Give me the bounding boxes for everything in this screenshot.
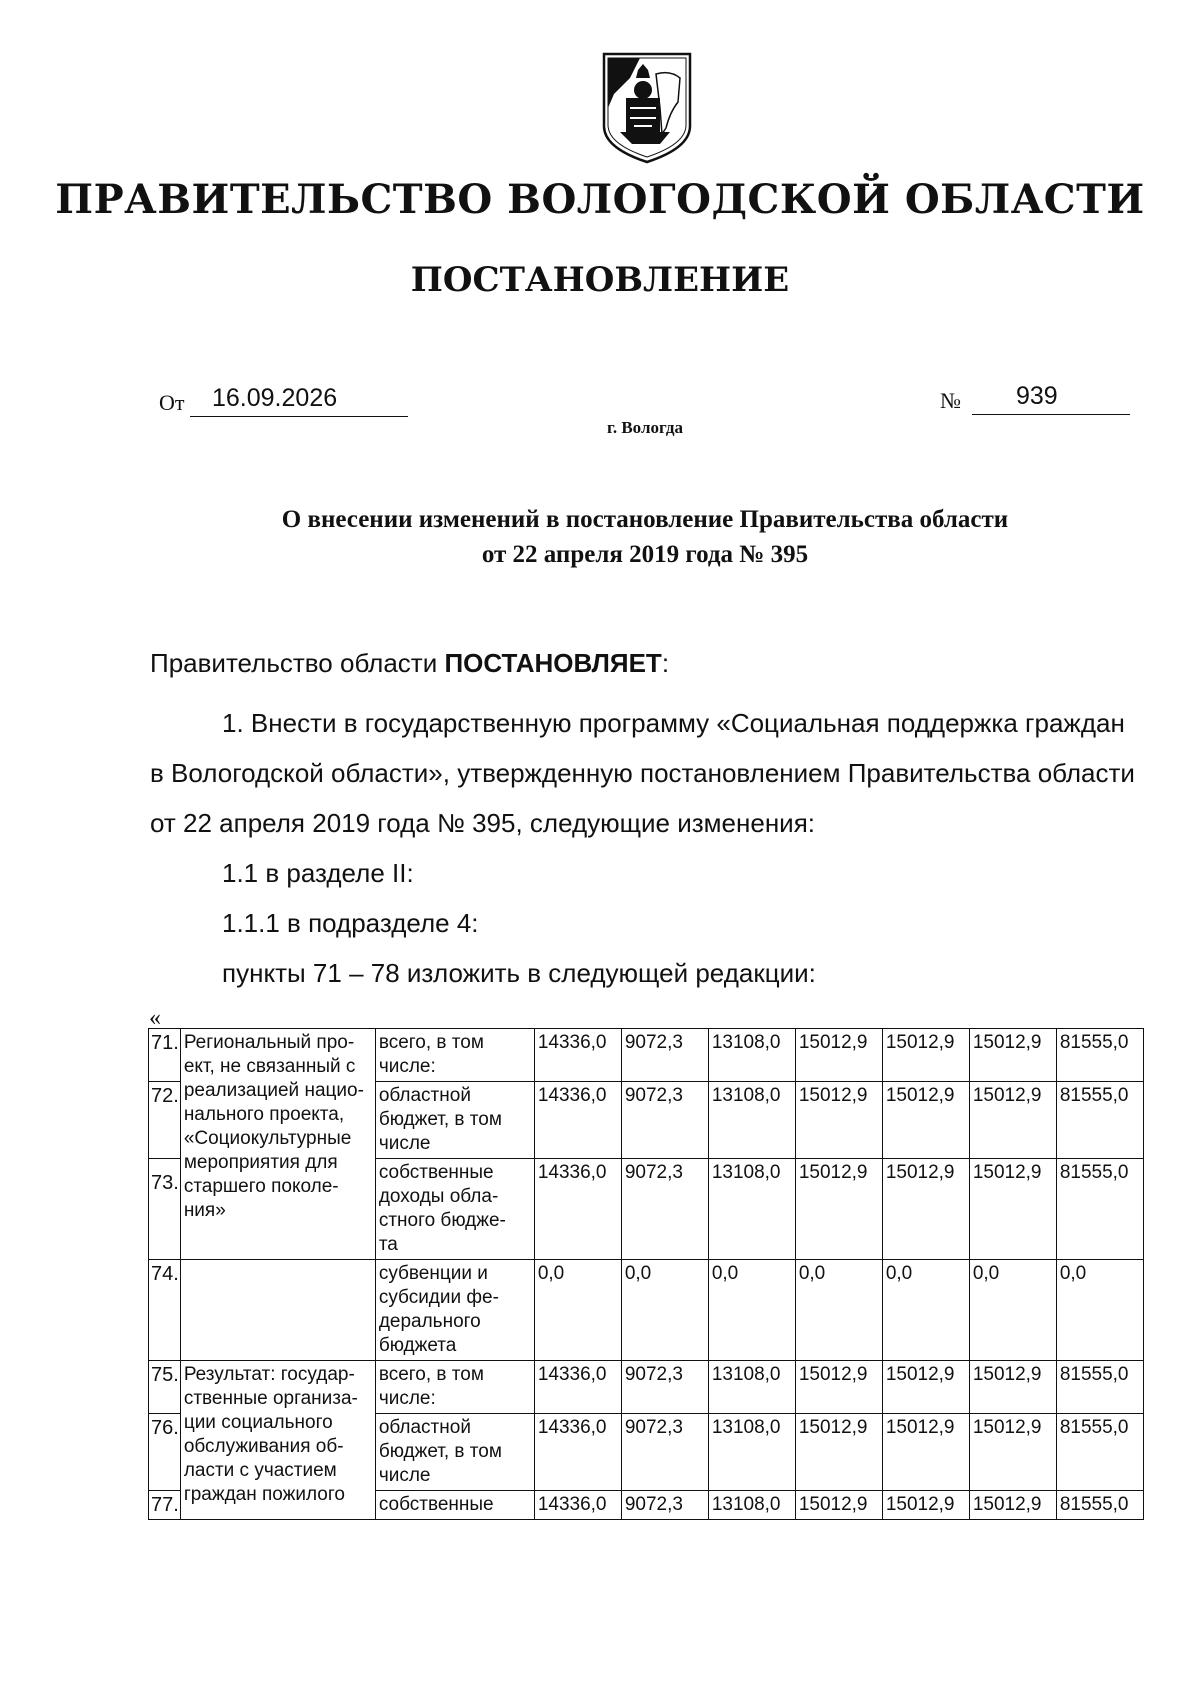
type-line: бюджет, в том (378, 1109, 502, 1130)
type-line: областной (378, 1085, 471, 1106)
paragraph-4: пункты 71 – 78 изложить в следующей редакции: (222, 958, 816, 988)
value-cell: 15012,9 (882, 1159, 969, 1260)
activity-name (180, 1361, 375, 1520)
type-line: собственные (378, 1162, 494, 1183)
type-line: та (378, 1234, 398, 1255)
name-line: старшего поколе- (183, 1176, 339, 1197)
value-cell: 81555,0 (1056, 1082, 1143, 1159)
value-cell: 14336,0 (534, 1361, 621, 1414)
value-cell: 13108,0 (708, 1414, 795, 1491)
value-cell: 81555,0 (1056, 1491, 1143, 1520)
subject-line-2: от 22 апреля 2019 года № 395 (481, 541, 809, 568)
value-cell: 13108,0 (708, 1082, 795, 1159)
value-cell: 9072,3 (621, 1361, 708, 1414)
type-line: всего, в том (378, 1364, 484, 1385)
value-cell: 0,0 (534, 1260, 621, 1361)
name-line: «Социокультурные (183, 1128, 352, 1149)
name-line: ект, не связанный с (183, 1056, 356, 1077)
intro-paragraph (150, 648, 669, 679)
name-line: ции социального (183, 1412, 333, 1433)
value-cell: 14336,0 (534, 1082, 621, 1159)
value-cell: 15012,9 (882, 1029, 969, 1082)
name-line: ния» (183, 1200, 226, 1221)
value-cell: 13108,0 (708, 1159, 795, 1260)
type-line: областной (378, 1417, 471, 1438)
subject-line-1: О внесении изменений в постановление Правительства области (281, 506, 1009, 533)
funding-type (375, 1260, 534, 1361)
value-cell: 15012,9 (969, 1029, 1056, 1082)
value-cell: 15012,9 (882, 1361, 969, 1414)
value-cell: 81555,0 (1056, 1159, 1143, 1260)
value-cell: 15012,9 (795, 1029, 882, 1082)
paragraph-1-line-3: от 22 апреля 2019 года № 395, следующие изменения: (150, 808, 816, 838)
type-line: числе (378, 1465, 431, 1486)
funding-type (375, 1082, 534, 1159)
row-number: 72. (149, 1082, 181, 1159)
value-cell: 9072,3 (621, 1414, 708, 1491)
value-cell: 15012,9 (969, 1491, 1056, 1520)
paragraph-1-line-2: в Вологодской области», утвержденную постановлением Правительства области (150, 758, 1135, 788)
name-line: граждан пожилого (183, 1484, 345, 1505)
type-line: бюджет, в том (378, 1441, 502, 1462)
name-line: мероприятия для (183, 1152, 338, 1173)
value-cell: 15012,9 (882, 1491, 969, 1520)
type-line: стного бюдже- (378, 1210, 506, 1231)
row-number: 71. (149, 1029, 181, 1082)
name-line: обслуживания об- (183, 1436, 344, 1457)
row-number: 73. (149, 1159, 181, 1260)
value-cell: 9072,3 (621, 1491, 708, 1520)
value-cell: 15012,9 (795, 1491, 882, 1520)
document-subject (0, 502, 1200, 572)
activity-name (180, 1029, 375, 1260)
value-cell: 15012,9 (795, 1159, 882, 1260)
funding-type (375, 1159, 534, 1260)
value-cell: 15012,9 (969, 1414, 1056, 1491)
value-cell: 15012,9 (795, 1361, 882, 1414)
funding-type (375, 1029, 534, 1082)
number-prefix: № (940, 388, 961, 413)
value-cell: 81555,0 (1056, 1414, 1143, 1491)
value-cell: 14336,0 (534, 1414, 621, 1491)
program-table (148, 1028, 1144, 1520)
value-cell: 9072,3 (621, 1082, 708, 1159)
type-line: дерального (378, 1311, 481, 1332)
table-row (149, 1029, 1144, 1082)
document-type: ПОСТАНОВЛЕНИЕ (410, 260, 790, 300)
type-line: числе: (378, 1388, 436, 1409)
value-cell: 0,0 (882, 1260, 969, 1361)
activity-name-continued (180, 1260, 375, 1361)
value-cell: 13108,0 (708, 1491, 795, 1520)
name-line: реализацией нацио- (183, 1080, 364, 1101)
value-cell: 0,0 (969, 1260, 1056, 1361)
value-cell: 15012,9 (969, 1082, 1056, 1159)
paragraph-3: 1.1.1 в подразделе 4: (222, 908, 479, 938)
row-number: 76. (149, 1414, 181, 1491)
paragraph-2: 1.1 в разделе II: (222, 858, 414, 888)
name-line: ласти с участием (183, 1460, 337, 1481)
name-line: нального проекта, (183, 1104, 345, 1125)
value-cell: 0,0 (795, 1260, 882, 1361)
type-line: субвенции и (378, 1263, 488, 1284)
paragraph-1-line-1: 1. Внести в государственную программу «Социальная поддержка граждан (222, 708, 1125, 738)
funding-type (375, 1414, 534, 1491)
row-number: 77. (149, 1491, 181, 1520)
value-cell: 15012,9 (969, 1159, 1056, 1260)
type-line: всего, в том (378, 1032, 484, 1053)
funding-type (375, 1361, 534, 1414)
value-cell: 15012,9 (882, 1082, 969, 1159)
value-cell: 15012,9 (795, 1082, 882, 1159)
value-cell: 81555,0 (1056, 1361, 1143, 1414)
value-cell: 0,0 (1056, 1260, 1143, 1361)
coat-of-arms-icon (600, 48, 694, 166)
intro-bold: ПОСТАНОВЛЯЕТ (444, 648, 662, 678)
value-cell: 13108,0 (708, 1361, 795, 1414)
value-cell: 81555,0 (1056, 1029, 1143, 1082)
value-cell: 9072,3 (621, 1029, 708, 1082)
date-prefix: От (159, 390, 185, 415)
value-cell: 14336,0 (534, 1491, 621, 1520)
value-cell: 15012,9 (795, 1414, 882, 1491)
name-line: ственные организа- (183, 1388, 358, 1409)
type-line: собственные (378, 1494, 494, 1515)
value-cell: 0,0 (621, 1260, 708, 1361)
funding-type (375, 1491, 534, 1520)
value-cell: 9072,3 (621, 1159, 708, 1260)
value-cell: 15012,9 (882, 1414, 969, 1491)
government-title: ПРАВИТЕЛЬСТВО ВОЛОГОДСКОЙ ОБЛАСТИ (55, 176, 1145, 223)
table-row (149, 1260, 1144, 1361)
intro-colon: : (661, 648, 670, 678)
value-cell: 14336,0 (534, 1029, 621, 1082)
name-line: Результат: государ- (183, 1364, 355, 1385)
city-label: г. Вологда (607, 418, 683, 437)
value-cell: 13108,0 (708, 1029, 795, 1082)
type-line: бюджета (378, 1335, 457, 1356)
row-number: 75. (149, 1361, 181, 1414)
quote-open: « (149, 1005, 161, 1031)
type-line: числе: (378, 1056, 436, 1077)
table-row (149, 1361, 1144, 1414)
document-number: 939 (972, 382, 1130, 415)
name-line: Региональный про- (183, 1032, 355, 1053)
intro-text: Правительство области (150, 648, 445, 678)
value-cell: 15012,9 (969, 1361, 1056, 1414)
value-cell: 0,0 (708, 1260, 795, 1361)
type-line: субсидии фе- (378, 1287, 499, 1308)
document-date: 16.09.2026 (190, 384, 408, 417)
row-number: 74. (149, 1260, 181, 1361)
type-line: числе (378, 1133, 431, 1154)
type-line: доходы обла- (378, 1186, 499, 1207)
value-cell: 14336,0 (534, 1159, 621, 1260)
